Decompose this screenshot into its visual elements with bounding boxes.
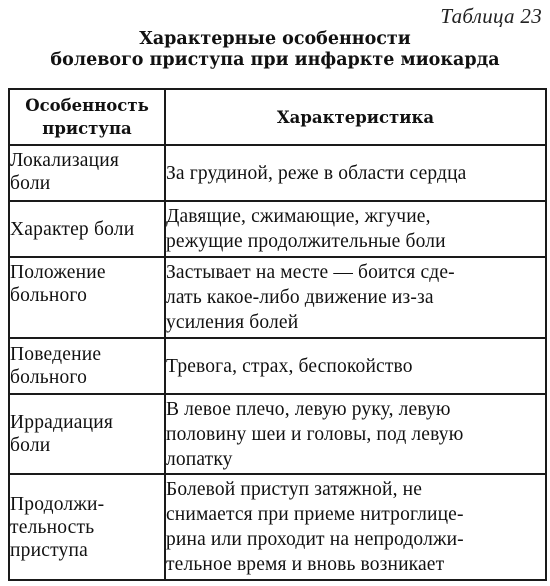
- table-row: [9, 394, 546, 474]
- table-row: [9, 201, 546, 257]
- feature-line: Положение: [10, 262, 106, 283]
- feature-line: больного: [10, 285, 88, 306]
- table-title: [0, 29, 550, 71]
- description-line: усиления болей: [166, 312, 299, 333]
- feature-line: приступа: [10, 539, 88, 561]
- description-cell: [165, 257, 546, 338]
- header-line: Особенность: [25, 96, 149, 115]
- header-row: [9, 89, 546, 145]
- description-line: тельное время и вновь возникает: [166, 554, 445, 575]
- feature-line: больного: [10, 367, 88, 388]
- description-line: половину шеи и головы, под левую: [166, 423, 464, 445]
- description-line: Болевой приступ затяжной, не: [166, 479, 423, 500]
- feature-line: Поведение: [10, 344, 102, 365]
- feature-cell: [9, 257, 165, 338]
- feature-line: боли: [10, 173, 51, 194]
- table-row: [9, 338, 546, 394]
- description-line: В левое плечо, левую руку, левую: [166, 398, 451, 420]
- description-cell: [165, 474, 546, 580]
- description-cell: [165, 145, 546, 201]
- feature-line: Иррадиация: [10, 412, 114, 433]
- column-header-characteristic: Характеристика: [165, 89, 546, 145]
- description-cell: [165, 394, 546, 474]
- feature-cell: [9, 474, 165, 580]
- feature-line: Характер боли: [10, 218, 135, 240]
- feature-cell: [9, 145, 165, 201]
- description-line: Застывает на месте — боится сде-: [166, 262, 455, 283]
- description-cell: [165, 201, 546, 257]
- feature-cell: [9, 338, 165, 394]
- feature-cell: [9, 201, 165, 257]
- title-line: Характерные особенности: [139, 29, 411, 49]
- feature-line: боли: [10, 435, 51, 456]
- title-line: болевого приступа при инфаркте миокарда: [50, 50, 500, 70]
- feature-line: тельность: [10, 516, 95, 538]
- feature-line: Продолжи-: [10, 493, 105, 515]
- description-line: Тревога, страх, беспокойство: [166, 355, 413, 377]
- feature-cell: [9, 394, 165, 474]
- table-row: [9, 145, 546, 201]
- description-line: лать какое-либо движение из-за: [166, 287, 434, 308]
- column-header-feature: [9, 89, 165, 145]
- description-line: снимается при приеме нитроглице-: [166, 504, 464, 525]
- description-line: лопатку: [166, 448, 233, 470]
- feature-line: Локализация: [10, 150, 120, 171]
- description-line: рина или проходит на непродолжи-: [166, 529, 464, 550]
- description-line: За грудиной, реже в области сердца: [166, 162, 467, 184]
- table-row: [9, 257, 546, 338]
- pain-attack-table: [8, 88, 547, 581]
- description-line: Давящие, сжимающие, жгучие,: [166, 206, 431, 227]
- description-cell: [165, 338, 546, 394]
- table-row: [9, 474, 546, 580]
- description-line: режущие продолжительные боли: [166, 231, 446, 252]
- header-line: приступа: [42, 119, 132, 138]
- table-number: Таблица 23: [440, 4, 542, 28]
